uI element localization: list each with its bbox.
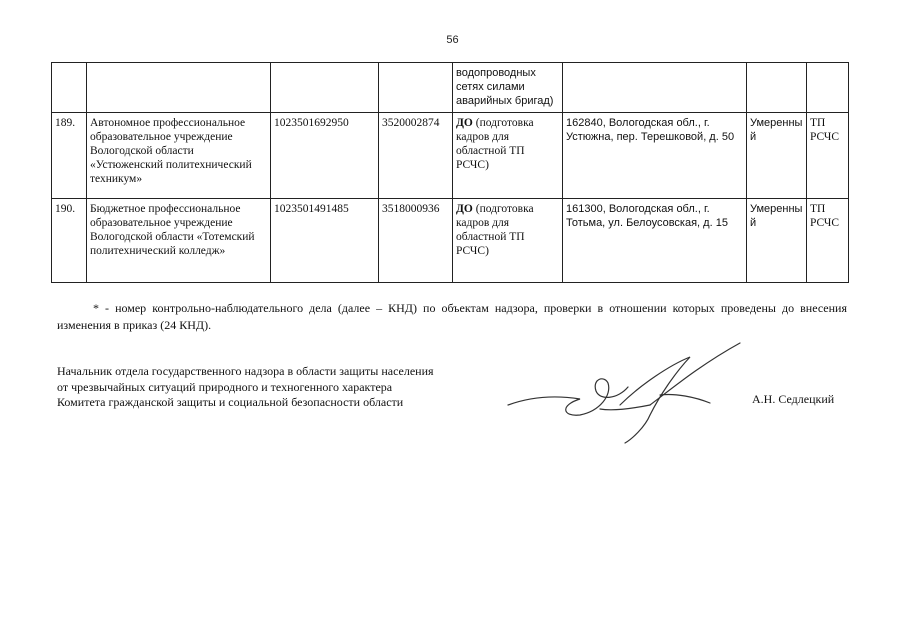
cell-risk: Умеренный	[747, 199, 807, 283]
cell-body: ТП РСЧС	[807, 199, 849, 283]
activity-text: (подготовка кадров для областной ТП РСЧС)	[456, 117, 534, 171]
signatory-position-line: Комитета гражданской защиты и социальной безопасности области	[57, 395, 404, 409]
registry-table	[51, 62, 849, 283]
cell-inn: 3518000936	[379, 199, 453, 283]
table-row	[52, 113, 849, 199]
table-row	[52, 199, 849, 283]
footnote: * - номер контрольно-наблюдательного дела (далее – КНД) по объектам надзора, проверки в отношении которых проведены до внесения изменения в приказ (24 КНД).	[57, 301, 847, 332]
signatory-position-line: Начальник отдела государственного надзора в области защиты населения	[57, 364, 434, 378]
cell-ogrn	[271, 63, 379, 113]
signer-name: А.Н. Седлецкий	[752, 392, 835, 406]
cell-risk	[747, 63, 807, 113]
cell-inn: 3520002874	[379, 113, 453, 199]
cell-activity: водопроводных сетях силами аварийных бригад)	[453, 63, 563, 113]
cell-address	[563, 63, 747, 113]
cell-activity	[453, 113, 563, 199]
activity-text: (подготовка кадров для областной ТП РСЧС)	[456, 203, 534, 257]
activity-code: ДО	[456, 203, 473, 215]
signatory-position-line: от чрезвычайных ситуаций природного и техногенного характера	[57, 379, 393, 394]
cell-name: Бюджетное профессиональное образовательное учреждение Вологодской области «Тотемский политехнический колледж»	[87, 199, 271, 283]
cell-address: 162840, Вологодская обл., г. Устюжна, пер. Терешковой, д. 50	[563, 113, 747, 199]
cell-risk: Умеренный	[747, 113, 807, 199]
page-number: 56	[446, 34, 459, 46]
activity-code: ДО	[456, 117, 473, 129]
cell-address: 161300, Вологодская обл., г. Тотьма, ул. Белоусовская, д. 15	[563, 199, 747, 283]
cell-num	[52, 63, 87, 113]
cell-inn	[379, 63, 453, 113]
cell-body	[807, 63, 849, 113]
cell-ogrn: 1023501692950	[271, 113, 379, 199]
cell-num: 189.	[52, 113, 87, 199]
signatory-position	[57, 364, 497, 411]
cell-name: Автономное профессиональное образовательное учреждение Вологодской области «Устюженский политехнический техникум»	[87, 113, 271, 199]
cell-body: ТП РСЧС	[807, 113, 849, 199]
cell-ogrn: 1023501491485	[271, 199, 379, 283]
table-row-continuation	[52, 63, 849, 113]
cell-activity	[453, 199, 563, 283]
cell-name	[87, 63, 271, 113]
cell-num: 190.	[52, 199, 87, 283]
handwritten-signature	[500, 335, 760, 450]
